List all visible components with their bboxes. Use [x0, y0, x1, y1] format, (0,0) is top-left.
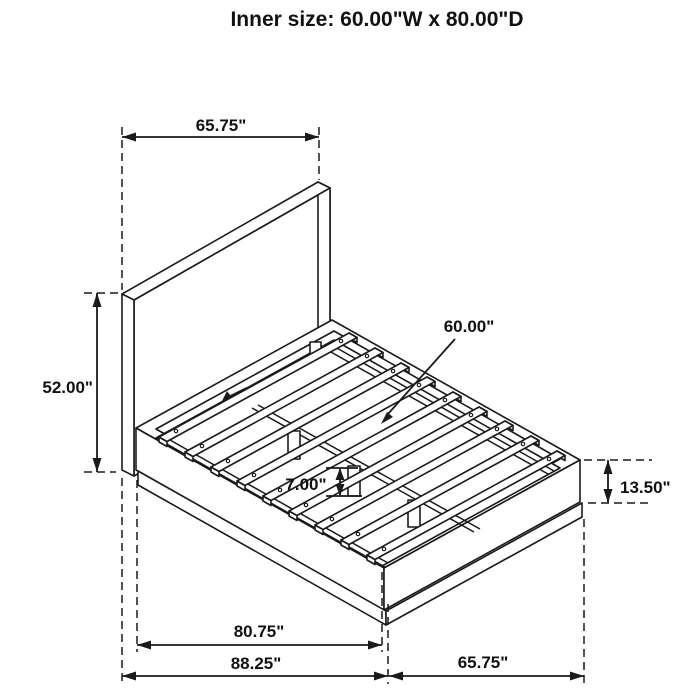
dimension-label: 52.00"	[42, 378, 93, 397]
dimension-label: 88.25"	[230, 654, 282, 673]
arrowhead	[374, 672, 388, 681]
dimension-label: 7.00"	[285, 475, 327, 494]
arrowhead	[122, 133, 136, 142]
dimension-headboard-height	[42, 293, 120, 472]
arrowhead	[305, 133, 319, 142]
dimension-base-height	[584, 460, 671, 503]
arrowhead	[604, 460, 613, 474]
headboard-left-edge-face	[122, 294, 134, 476]
arrowhead	[122, 672, 136, 681]
arrowhead	[93, 293, 102, 307]
arrowhead	[93, 458, 102, 472]
arrowhead	[389, 672, 403, 681]
dimension-label: 13.50"	[620, 478, 671, 497]
arrowhead	[137, 641, 151, 650]
arrowhead	[604, 489, 613, 503]
dimension-label: 80.75"	[233, 622, 285, 641]
dimension-label: 60.00"	[443, 317, 495, 336]
arrowhead	[570, 672, 584, 681]
dimension-label: 65.75"	[195, 116, 247, 135]
arrowhead	[368, 641, 382, 650]
diagram-title: Inner size: 60.00"W x 80.00"D	[230, 8, 524, 31]
dimension-label: 65.75"	[457, 653, 509, 672]
